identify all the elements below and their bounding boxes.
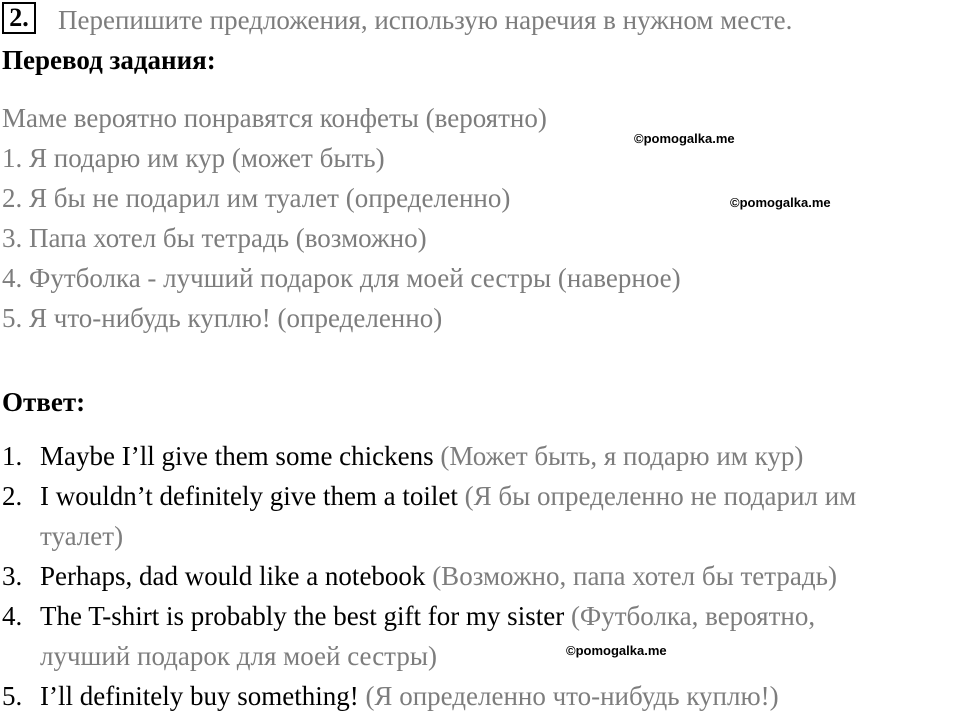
answer-number: 1. (2, 441, 23, 471)
answer-number: 4. (2, 601, 23, 631)
watermark: ©pomogalka.me (634, 131, 735, 146)
translation-item-4: 4. Футболка - лучший подарок для моей сестры (наверное) (2, 263, 681, 293)
answer-russian-continuation: туалет) (40, 521, 124, 551)
answer-english: I’ll definitely buy something! (40, 681, 359, 711)
translation-example: Маме вероятно понравятся конфеты (вероятно) (2, 103, 547, 133)
task-instruction: Перепишите предложения, использую наречия в нужном месте. (58, 5, 793, 35)
answer-item-3 (40, 560, 837, 592)
answer-number: 2. (2, 481, 23, 511)
translation-heading: Перевод задания: (2, 45, 216, 75)
translation-item-5: 5. Я что-нибудь куплю! (определенно) (2, 303, 443, 333)
watermark: ©pomogalka.me (730, 195, 831, 210)
answer-english: Maybe I’ll give them some chickens (40, 441, 434, 471)
answer-heading: Ответ: (2, 387, 86, 417)
answer-english: The T-shirt is probably the best gift for my sister (40, 601, 565, 631)
answer-russian: (Возможно, папа хотел бы тетрадь) (432, 561, 837, 591)
translation-item-3: 3. Папа хотел бы тетрадь (возможно) (2, 223, 427, 253)
translation-item-2: 2. Я бы не подарил им туалет (определенно) (2, 183, 511, 213)
task-number: 2. (2, 2, 36, 34)
answer-number: 5. (2, 681, 23, 711)
answer-russian: (Может быть, я подарю им кур) (440, 441, 804, 471)
answer-russian: (Я бы определенно не подарил им (464, 481, 857, 511)
answer-russian: (Я определенно что-нибудь куплю!) (365, 681, 779, 711)
answer-item-2 (40, 480, 856, 512)
answer-english: I wouldn’t definitely give them a toilet (40, 481, 458, 511)
answer-item-4 (40, 600, 815, 632)
answer-russian: (Футболка, вероятно, (570, 601, 816, 631)
answer-item-5 (40, 680, 779, 712)
watermark: ©pomogalka.me (566, 643, 667, 658)
answer-number: 3. (2, 561, 23, 591)
translation-item-1: 1. Я подарю им кур (может быть) (2, 143, 385, 173)
answer-russian-continuation: лучший подарок для моей сестры) (40, 641, 437, 671)
answer-english: Perhaps, dad would like a notebook (40, 561, 426, 591)
answer-item-1 (40, 440, 803, 472)
